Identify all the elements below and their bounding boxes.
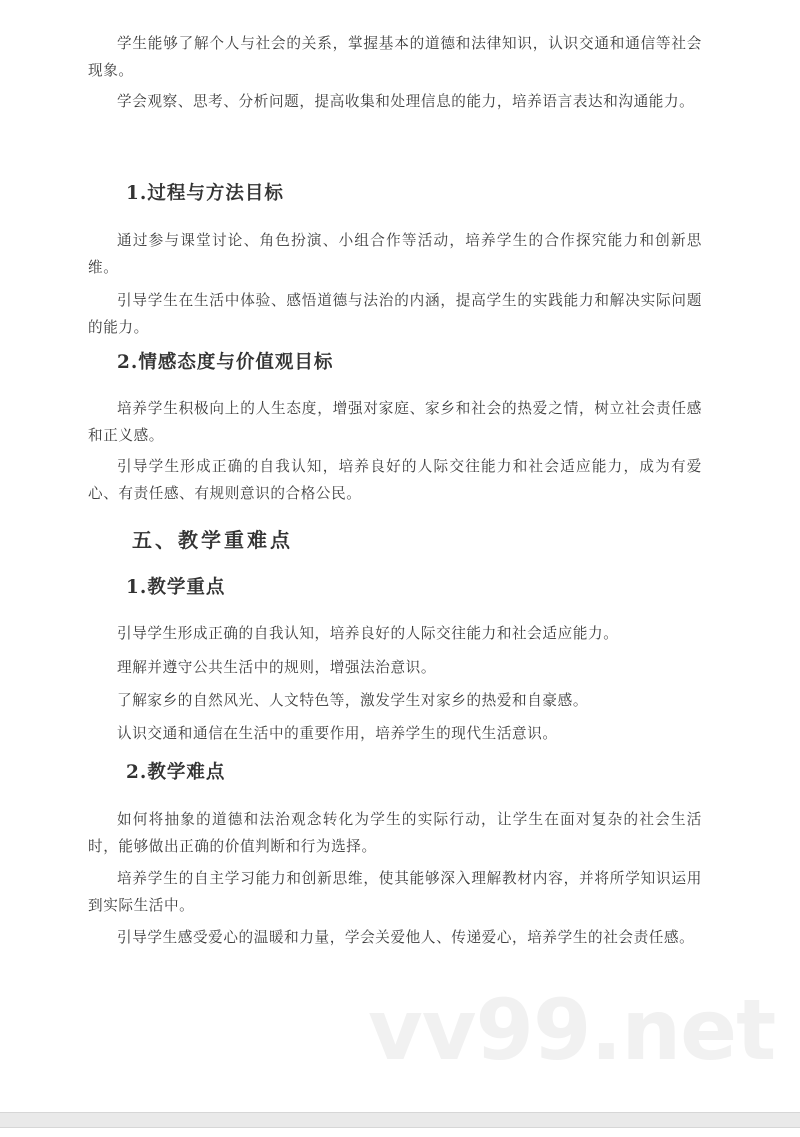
paragraph: 学会观察、思考、分析问题，提高收集和处理信息的能力，培养语言表达和沟通能力。 [117, 93, 695, 110]
page-bottom-bar [0, 1112, 800, 1128]
paragraph: 引导学生在生活中体验、感悟道德与法治的内涵，提高学生的实践能力和解决实际问题的能力。 [88, 292, 702, 336]
section-heading: 1.过程与方法目标 [126, 183, 284, 204]
paragraph: 引导学生感受爱心的温暖和力量，学会关爱他人、传递爱心，培养学生的社会责任感。 [117, 929, 695, 946]
watermark: vv99.net [368, 981, 776, 1079]
section-heading: 2.教学难点 [126, 762, 226, 783]
list-item: 认识交通和通信在生活中的重要作用，培养学生的现代生活意识。 [117, 725, 558, 742]
paragraph: 培养学生的自主学习能力和创新思维，使其能够深入理解教材内容，并将所学知识运用到实际生活中。 [88, 870, 702, 914]
paragraph: 通过参与课堂讨论、角色扮演、小组合作等活动，培养学生的合作探究能力和创新思维。 [88, 232, 702, 276]
paragraph: 学生能够了解个人与社会的关系，掌握基本的道德和法律知识，认识交通和通信等社会现象。 [88, 35, 702, 79]
section-heading: 1.教学重点 [126, 577, 226, 598]
list-item: 了解家乡的自然风光、人文特色等，激发学生对家乡的热爱和自豪感。 [117, 692, 589, 709]
list-item: 引导学生形成正确的自我认知，培养良好的人际交往能力和社会适应能力。 [117, 625, 619, 642]
paragraph: 如何将抽象的道德和法治观念转化为学生的实际行动，让学生在面对复杂的社会生活时，能够做出正确的价值判断和行为选择。 [88, 811, 702, 855]
paragraph: 引导学生形成正确的自我认知，培养良好的人际交往能力和社会适应能力，成为有爱心、有责任感、有规则意识的合格公民。 [88, 458, 702, 502]
paragraph: 培养学生积极向上的人生态度，增强对家庭、家乡和社会的热爱之情，树立社会责任感和正义感。 [88, 400, 702, 444]
section-heading: 2.情感态度与价值观目标 [117, 352, 334, 373]
list-item: 理解并遵守公共生活中的规则，增强法治意识。 [117, 659, 437, 676]
chapter-heading: 五、教学重难点 [132, 528, 293, 552]
